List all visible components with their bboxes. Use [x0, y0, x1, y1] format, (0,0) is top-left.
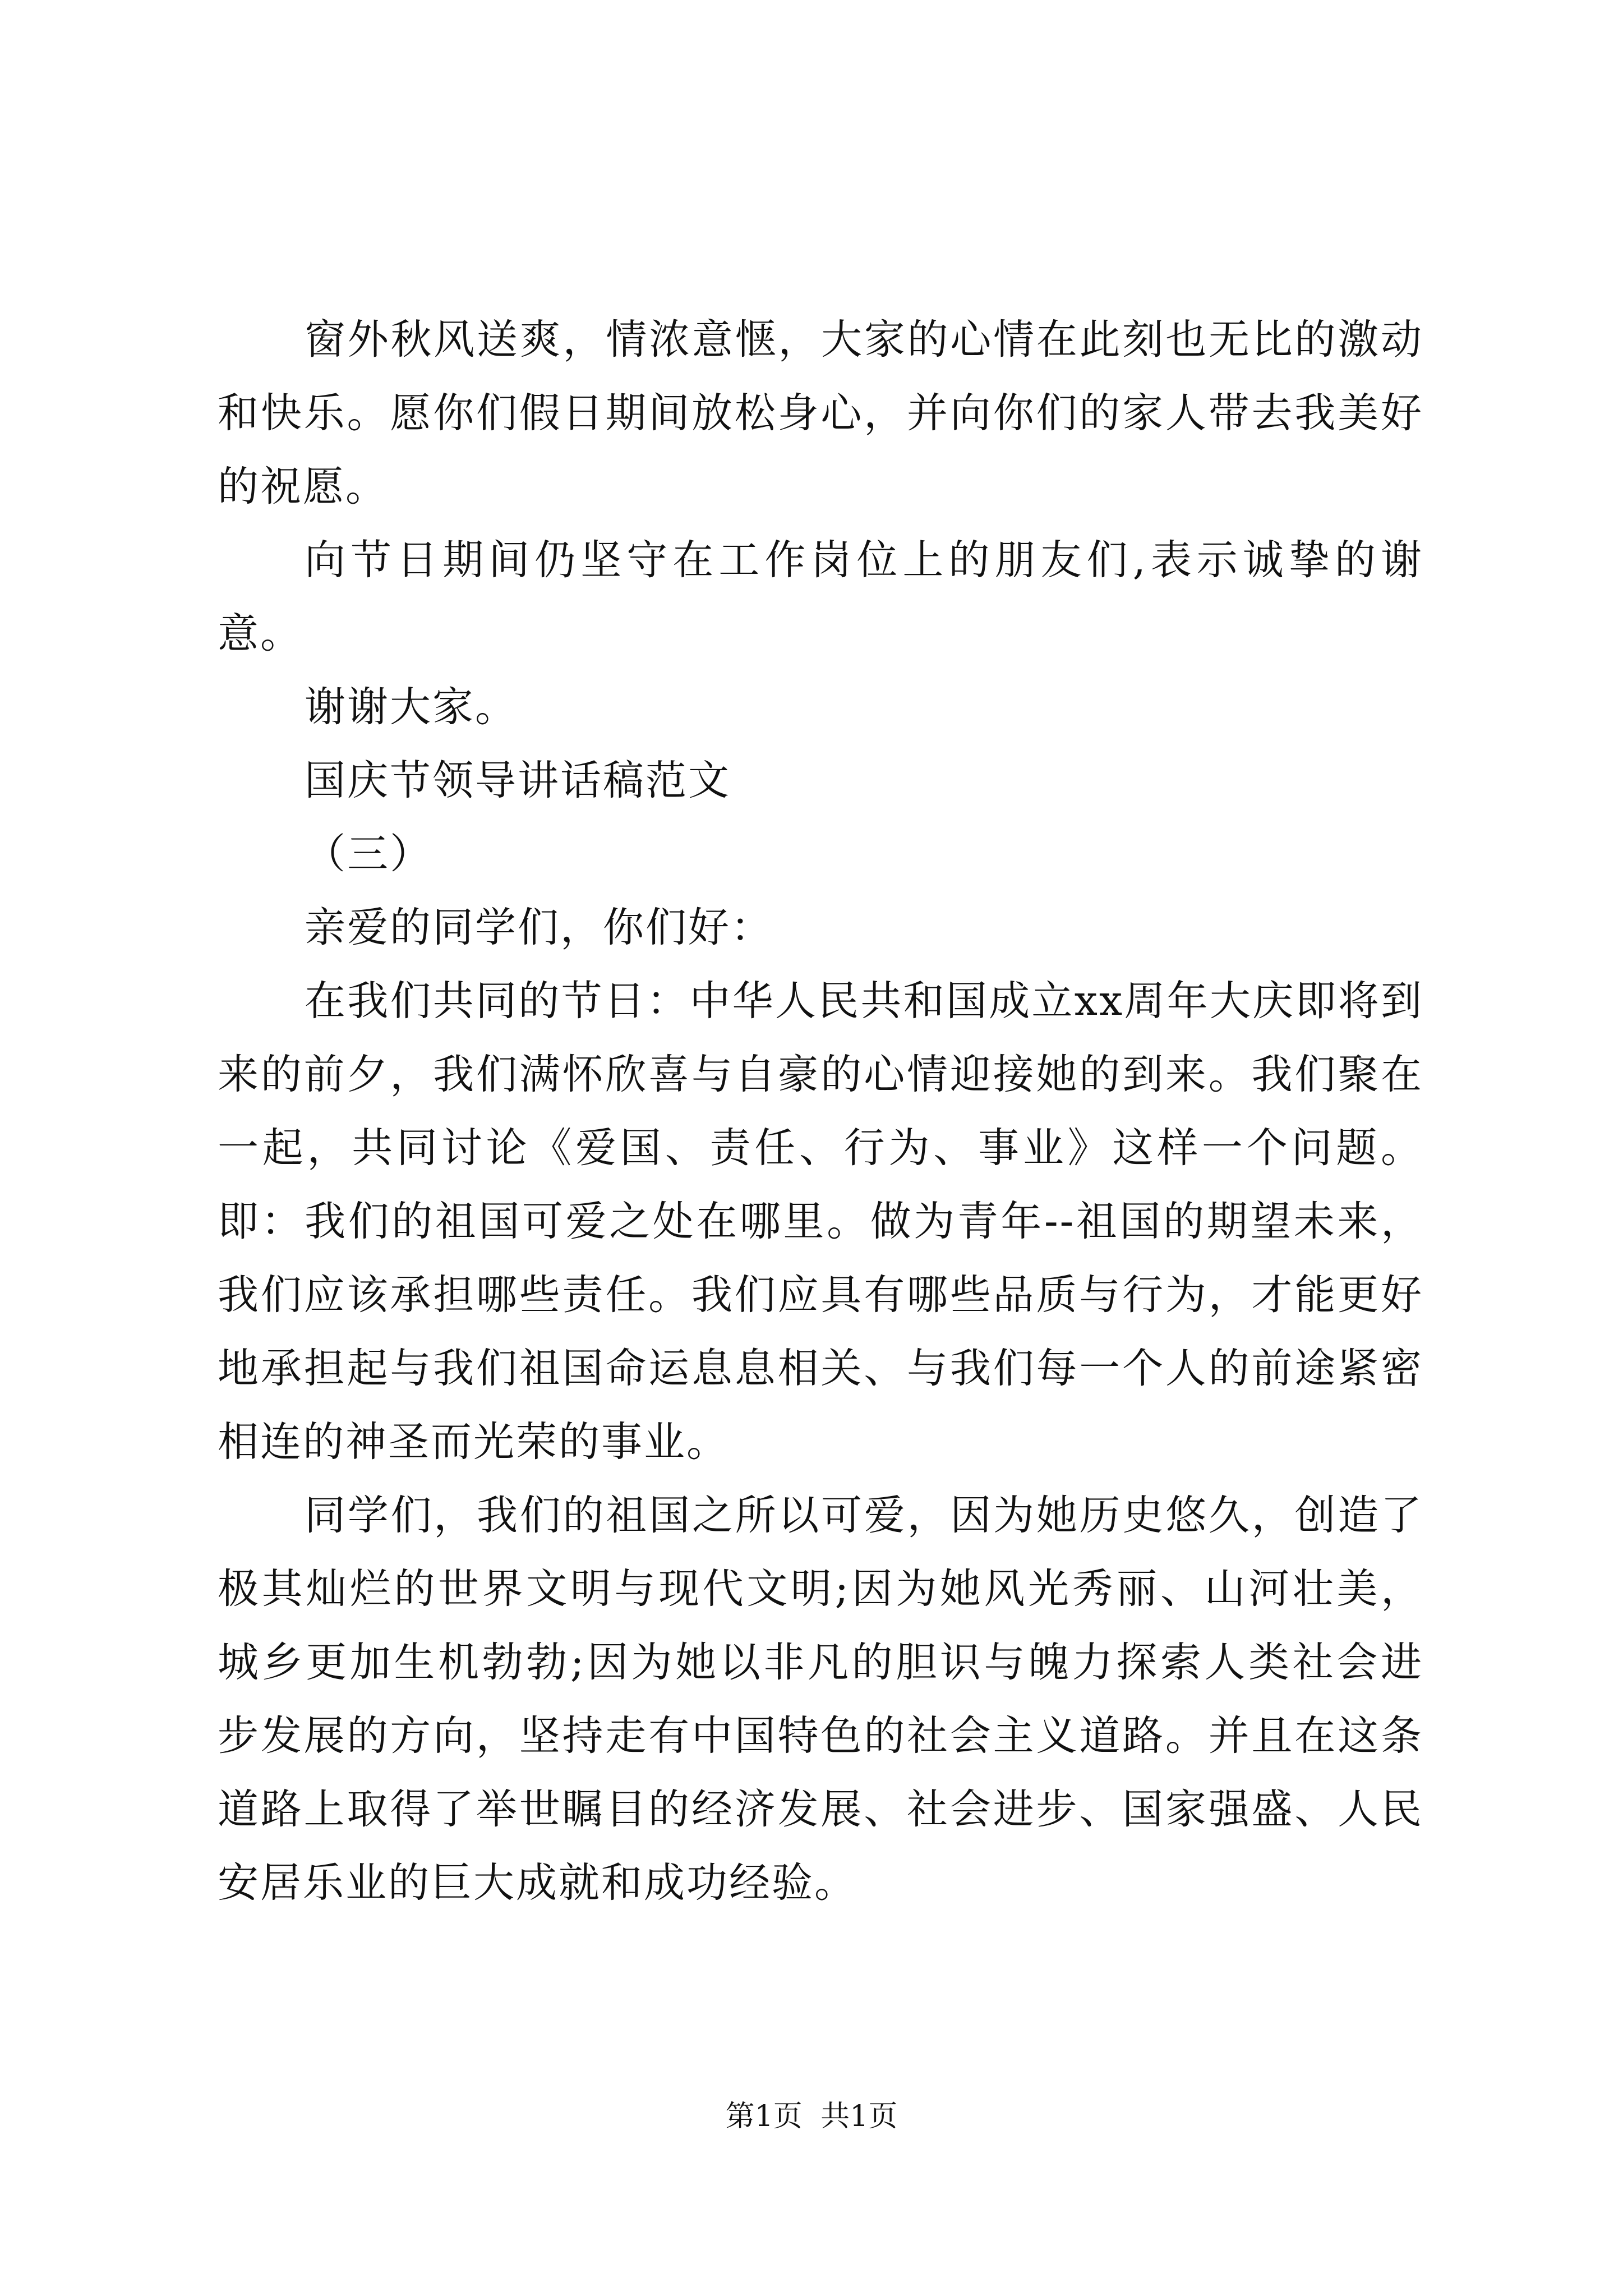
paragraph-greeting-wishes: 窗外秋风送爽，情浓意惬，大家的心情在此刻也无比的激动和快乐。愿你们假日期间放松身心，并向你们的家人带去我美好的祝愿。	[218, 316, 1423, 510]
document-body	[218, 303, 1423, 1920]
salutation: 亲爱的同学们，你们好：	[305, 904, 773, 951]
paragraph-motherland: 同学们，我们的祖国之所以可爱，因为她历史悠久，创造了极其灿烂的世界文明与现代文明;因为她风光秀丽、山河壮美，城乡更加生机勃勃;因为她以非凡的胆识与魄力探索人类社会进步发展的方向，坚持走有中国特色的社会主义道路。并且在这条道路上取得了举世瞩目的经济发展、社会进步、国家强盛、人民安居乐业的巨大成就和成功经验。	[218, 1492, 1423, 1907]
paragraph-thanks-workers: 向节日期间仍坚守在工作岗位上的朋友们,表示诚挚的谢意。	[218, 536, 1423, 657]
page-footer	[0, 2097, 1623, 2136]
section-title: 国庆节领导讲话稿范文	[305, 757, 731, 804]
paragraph-intro: 在我们共同的节日：中华人民共和国成立xx周年大庆即将到来的前夕，我们满怀欣喜与自豪的心情迎接她的到来。我们聚在一起，共同讨论《爱国、责任、行为、事业》这样一个问题。即：我们的祖国可爱之处在哪里。做为青年--祖国的期望未来，我们应该承担哪些责任。我们应具有哪些品质与行为，才能更好地承担起与我们祖国命运息息相关、与我们每一个人的前途紧密相连的神圣而光荣的事业。	[218, 977, 1423, 1466]
paragraph-thank-you: 谢谢大家。	[305, 683, 518, 731]
page-total: 共1页	[820, 2100, 898, 2133]
section-number: （三）	[305, 830, 432, 878]
page-number: 第1页	[725, 2100, 803, 2133]
